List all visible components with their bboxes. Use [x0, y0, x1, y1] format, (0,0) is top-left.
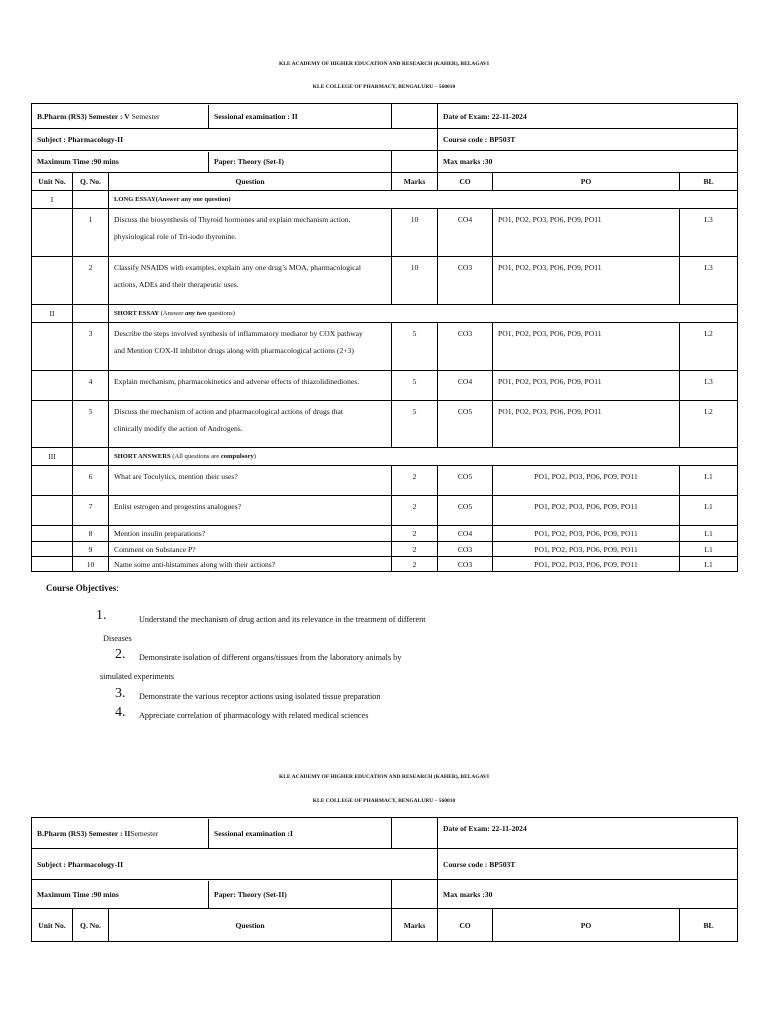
question-marks: 10 — [392, 209, 438, 257]
objective-number: 1. — [96, 608, 107, 623]
question-text: Enlist estrogen and progestins analogues? — [109, 496, 392, 526]
question-number: 8 — [73, 526, 109, 542]
question-co: CO3 — [438, 257, 493, 305]
question-co: CO5 — [438, 496, 493, 526]
question-number: 3 — [73, 323, 109, 371]
col-po: PO — [493, 909, 680, 942]
question-text: Classify NSAIDS with examples, explain any one drug’s MOA, pharmacological actions, ADEs and their therapeutic uses. — [109, 257, 392, 305]
objective-text: Demonstrate the various receptor actions using isolated tissue preparation — [139, 692, 381, 701]
objective-number: 4. — [115, 705, 126, 720]
col-marks: Marks — [392, 173, 438, 191]
question-bl: L2 — [680, 323, 738, 371]
unit-number: II — [32, 305, 73, 323]
subject-label: Subject : Pharmacology-II — [32, 129, 438, 151]
institution-header: KLE ACADEMY OF HIGHER EDUCATION AND RESEARCH (KAHER), BELAGAVI — [278, 61, 490, 67]
question-bl: L3 — [680, 209, 738, 257]
section-title: SHORT ANSWERS (All questions are compulsory) — [109, 448, 738, 466]
question-po: PO1, PO2, PO3, PO6, PO9, PO11 — [493, 466, 680, 496]
question-number: 2 — [73, 257, 109, 305]
question-number: 10 — [73, 557, 109, 572]
col-question: Question — [109, 173, 392, 191]
blank-cell — [392, 151, 438, 173]
time-paper-cell — [32, 880, 392, 909]
college-header: KLE COLLEGE OF PHARMACY, BENGALURU – 560010 — [312, 84, 456, 90]
institution-header: KLE ACADEMY OF HIGHER EDUCATION AND RESEARCH (KAHER), BELAGAVI — [278, 774, 490, 780]
max-time: Maximum Time :90 mins — [32, 881, 209, 908]
question-po: PO1, PO2, PO3, PO6, PO9, PO11 — [493, 557, 680, 572]
exam-date: Date of Exam: 22-11-2024 — [438, 104, 738, 129]
question-po: PO1, PO2, PO3, PO6, PO9, PO11 — [493, 401, 680, 448]
question-number: 4 — [73, 371, 109, 401]
question-co: CO4 — [438, 209, 493, 257]
objective-text: Appreciate correlation of pharmacology with related medical sciences — [139, 711, 369, 720]
question-po: PO1, PO2, PO3, PO6, PO9, PO11 — [493, 542, 680, 557]
question-bl: L1 — [680, 526, 738, 542]
objective-number: 2. — [115, 647, 126, 662]
question-marks: 5 — [392, 371, 438, 401]
blank-cell — [392, 104, 438, 129]
program-suffix: Semester — [130, 828, 159, 838]
objective-number: 3. — [115, 686, 126, 701]
table-row — [32, 257, 738, 305]
question-text: Mention insulin preparations? — [109, 526, 392, 542]
subject-label: Subject : Pharmacology-II — [32, 849, 438, 880]
table-row — [32, 542, 738, 557]
question-number: 9 — [73, 542, 109, 557]
table-row — [32, 466, 738, 496]
question-po: PO1, PO2, PO3, PO6, PO9, PO11 — [493, 526, 680, 542]
col-marks: Marks — [392, 909, 438, 942]
college-header: KLE COLLEGE OF PHARMACY, BENGALURU – 560010 — [312, 798, 456, 804]
question-number: 1 — [73, 209, 109, 257]
col-co: CO — [438, 173, 493, 191]
objective-text: Understand the mechanism of drug action and its relevance in the treatment of different — [139, 615, 426, 624]
exam-table-set-1 — [31, 103, 738, 572]
question-text: What are Tocolytics, mention their uses? — [109, 466, 392, 496]
question-number: 5 — [73, 401, 109, 448]
question-marks: 5 — [392, 323, 438, 371]
question-po: PO1, PO2, PO3, PO6, PO9, PO11 — [493, 496, 680, 526]
session-label: Sessional examination :I — [214, 828, 293, 838]
column-header-row — [32, 909, 738, 942]
question-marks: 2 — [392, 466, 438, 496]
question-text: Discuss the mechanism of action and pharmacological actions of drugs that clinically modify the action of Androgens. — [109, 401, 392, 448]
table-row — [32, 496, 738, 526]
question-co: CO4 — [438, 526, 493, 542]
unit-number: I — [32, 191, 73, 209]
question-po: PO1, PO2, PO3, PO6, PO9, PO11 — [493, 371, 680, 401]
question-marks: 5 — [392, 401, 438, 448]
max-marks: Max marks :30 — [438, 880, 738, 909]
col-qno: Q. No. — [73, 173, 109, 191]
table-row — [32, 526, 738, 542]
question-po: PO1, PO2, PO3, PO6, PO9, PO11 — [493, 323, 680, 371]
exam-date: Date of Exam: 22-11-2024 — [438, 818, 738, 849]
section-title: SHORT ESSAY (Answer any two questions) — [109, 305, 738, 323]
question-marks: 2 — [392, 557, 438, 572]
col-qno: Q. No. — [73, 909, 109, 942]
col-unit: Unit No. — [32, 909, 73, 942]
program-label: B.Pharm (RS3) Semester : V — [37, 111, 130, 121]
objective-text: simulated experiments — [100, 672, 174, 681]
question-bl: L3 — [680, 257, 738, 305]
question-bl: L2 — [680, 401, 738, 448]
program-suffix: Semester — [129, 111, 160, 121]
question-text: Name some anti-histamines along with their actions? — [109, 557, 392, 572]
question-po: PO1, PO2, PO3, PO6, PO9, PO11 — [493, 257, 680, 305]
blank-cell — [392, 818, 438, 849]
table-row — [32, 323, 738, 371]
question-marks: 10 — [392, 257, 438, 305]
question-co: CO3 — [438, 542, 493, 557]
course-code: Course code : BP503T — [438, 849, 738, 880]
table-row — [32, 371, 738, 401]
question-bl: L3 — [680, 371, 738, 401]
question-co: CO5 — [438, 466, 493, 496]
max-time: Maximum Time :90 mins — [32, 152, 209, 172]
col-po: PO — [493, 173, 680, 191]
objective-text: Demonstrate isolation of different organs/tissues from the laboratory animals by — [139, 653, 402, 662]
question-text: Describe the steps involved synthesis of inflammatory mediator by COX pathway and Mention COX-II inhibitor drugs along with pharmacological actions (2+3) — [109, 323, 392, 371]
question-co: CO5 — [438, 401, 493, 448]
table-row — [32, 401, 738, 448]
section-title: LONG ESSAY(Answer any one question) — [109, 191, 738, 209]
col-question: Question — [109, 909, 392, 942]
question-number: 7 — [73, 496, 109, 526]
question-co: CO3 — [438, 557, 493, 572]
col-bl: BL — [680, 909, 738, 942]
section-row — [32, 191, 738, 209]
question-po: PO1, PO2, PO3, PO6, PO9, PO11 — [493, 209, 680, 257]
objective-text: Diseases — [103, 634, 132, 643]
question-text: Explain mechanism, pharmacokinetics and adverse effects of thiazolidinediones. — [109, 371, 392, 401]
question-bl: L1 — [680, 557, 738, 572]
question-number: 6 — [73, 466, 109, 496]
exam-table-set-2 — [31, 817, 738, 942]
session-label: Sessional examination : II — [214, 111, 298, 121]
col-bl: BL — [680, 173, 738, 191]
col-unit: Unit No. — [32, 173, 73, 191]
time-paper-cell — [32, 151, 392, 173]
unit-number: III — [32, 448, 73, 466]
program-label: B.Pharm (RS3) Semester : II — [37, 828, 131, 838]
col-co: CO — [438, 909, 493, 942]
table-row — [32, 557, 738, 572]
question-bl: L1 — [680, 542, 738, 557]
question-marks: 2 — [392, 496, 438, 526]
question-text: Comment on Substance P? — [109, 542, 392, 557]
course-objectives-title: Course Objectives: — [46, 583, 119, 593]
column-header-row — [32, 173, 738, 191]
question-bl: L1 — [680, 496, 738, 526]
program-cell — [32, 104, 392, 129]
question-text: Discuss the biosynthesis of Thyroid hormones and explain mechanism action, physiological role of Tri-iodo thyronine. — [109, 209, 392, 257]
paper-label: Paper: Theory (Set-I) — [214, 156, 284, 166]
program-cell — [32, 818, 392, 849]
table-row — [32, 209, 738, 257]
blank-cell — [392, 880, 438, 909]
section-row — [32, 448, 738, 466]
course-code: Course code : BP503T — [438, 129, 738, 151]
question-co: CO3 — [438, 323, 493, 371]
max-marks: Max marks :30 — [438, 151, 738, 173]
question-co: CO4 — [438, 371, 493, 401]
paper-label: Paper: Theory (Set-II) — [214, 889, 287, 899]
question-bl: L1 — [680, 466, 738, 496]
question-marks: 2 — [392, 526, 438, 542]
question-marks: 2 — [392, 542, 438, 557]
section-row — [32, 305, 738, 323]
